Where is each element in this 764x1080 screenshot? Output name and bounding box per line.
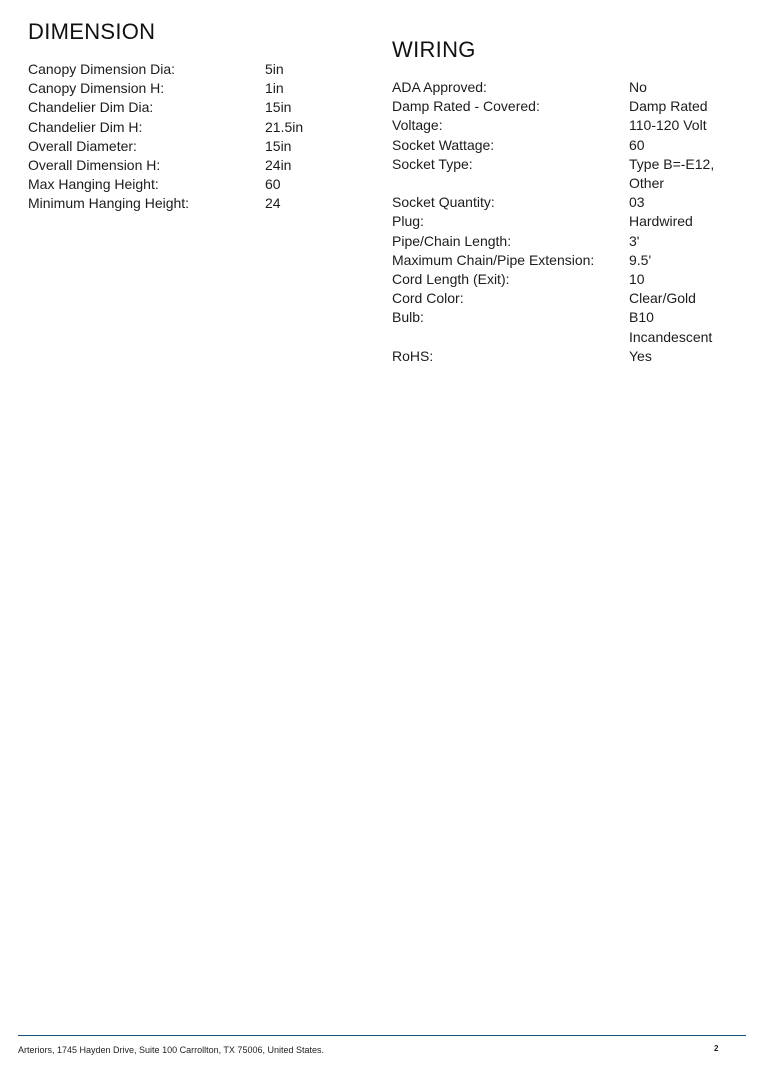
page-number: 2	[714, 1044, 719, 1053]
spec-row	[392, 270, 752, 289]
wiring-section	[392, 36, 752, 366]
spec-label: Overall Diameter:	[28, 137, 137, 154]
spec-row	[392, 136, 752, 155]
spec-row	[392, 193, 752, 212]
spec-row	[392, 289, 752, 308]
spec-label: Max Hanging Height:	[28, 176, 159, 193]
spec-label: Canopy Dimension Dia:	[28, 61, 176, 77]
spec-value: 24in	[265, 157, 292, 174]
spec-label: Chandelier Dim H:	[28, 118, 143, 135]
spec-label: Socket Type:	[392, 155, 473, 172]
dimension-title: DIMENSION	[28, 19, 156, 44]
dimension-list	[28, 60, 368, 214]
spec-value: 60	[629, 136, 645, 153]
spec-label: Bulb:	[392, 309, 424, 326]
spec-row	[28, 194, 368, 213]
spec-row	[392, 78, 752, 97]
spec-row	[392, 347, 752, 366]
spec-label: Socket Quantity:	[392, 194, 495, 211]
spec-row	[28, 60, 368, 79]
spec-label: Cord Length (Exit):	[392, 271, 510, 288]
spec-row	[28, 156, 368, 175]
spec-label: ADA Approved:	[392, 79, 487, 95]
spec-value: 03	[629, 194, 645, 211]
spec-label: Pipe/Chain Length:	[392, 232, 512, 249]
spec-row	[392, 251, 752, 270]
spec-label: Plug:	[392, 213, 424, 230]
spec-row	[392, 308, 752, 346]
spec-row	[28, 79, 368, 98]
spec-row	[28, 98, 368, 117]
spec-label: Damp Rated - Covered:	[392, 98, 540, 115]
spec-value: 24	[265, 195, 281, 212]
spec-value-line: Type B=-E12,	[629, 155, 715, 172]
spec-value: 21.5in	[265, 118, 304, 135]
spec-value: No	[629, 79, 647, 95]
spec-label: Chandelier Dim Dia:	[28, 99, 154, 116]
spec-label: Socket Wattage:	[392, 136, 495, 153]
spec-value-line: Incandescent	[629, 328, 713, 345]
spec-label: Voltage:	[392, 117, 443, 134]
spec-label: Cord Color:	[392, 290, 464, 307]
wiring-list	[392, 78, 752, 366]
spec-value: 15in	[265, 137, 292, 154]
spec-value: 60	[265, 176, 281, 193]
spec-value: 5in	[265, 61, 284, 77]
spec-value: Damp Rated	[629, 98, 708, 115]
footer-divider	[18, 1035, 746, 1036]
spec-value: Hardwired	[629, 213, 693, 230]
spec-row	[392, 232, 752, 251]
spec-label: Maximum Chain/Pipe Extension:	[392, 251, 595, 268]
spec-value: 110-120 Volt	[629, 117, 707, 134]
spec-label: Minimum Hanging Height:	[28, 195, 190, 212]
spec-value-line: Other	[629, 175, 665, 192]
spec-value: 1in	[265, 80, 284, 97]
spec-value: Yes	[629, 347, 652, 364]
spec-value: Clear/Gold	[629, 290, 696, 307]
spec-row	[392, 212, 752, 231]
spec-row	[28, 175, 368, 194]
spec-label: RoHS:	[392, 347, 434, 364]
spec-value: 10	[629, 271, 645, 288]
spec-value	[629, 308, 752, 346]
spec-value	[629, 155, 752, 193]
spec-value: 9.5'	[629, 251, 652, 268]
spec-row	[392, 97, 752, 116]
wiring-title: WIRING	[392, 37, 476, 62]
spec-row	[28, 137, 368, 156]
spec-value-line: B10	[629, 309, 654, 326]
spec-row	[392, 116, 752, 135]
spec-row	[392, 155, 752, 193]
spec-label: Canopy Dimension H:	[28, 80, 165, 97]
spec-value: 3'	[629, 232, 640, 249]
footer-address: Arteriors, 1745 Hayden Drive, Suite 100 Carrollton, TX 75006, United States.	[18, 1045, 324, 1055]
dimension-section	[28, 18, 368, 214]
spec-value: 15in	[265, 99, 292, 116]
spec-label: Overall Dimension H:	[28, 157, 161, 174]
spec-row	[28, 118, 368, 137]
